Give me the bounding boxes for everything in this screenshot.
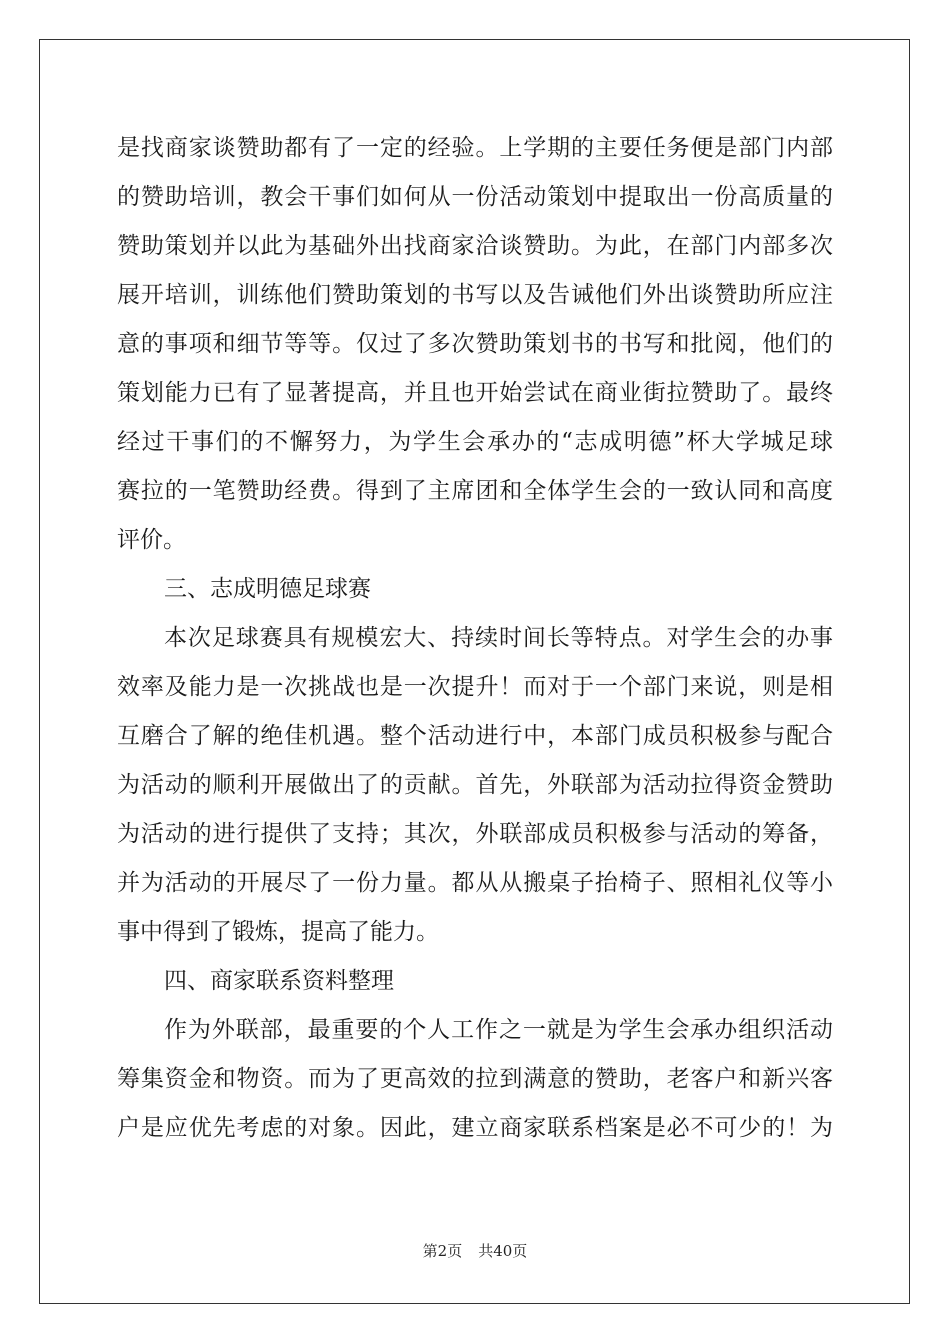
current-page-number: 第2页: [422, 1242, 463, 1260]
text-line: 经过干事们的不懈努力，为学生会承办的“志成明德”杯大学城足球: [117, 429, 833, 455]
text-line: 为活动的进行提供了支持；其次，外联部成员积极参与活动的筹备，: [117, 821, 833, 847]
text-line: 筹集资金和物资。而为了更高效的拉到满意的赞助，老客户和新兴客: [117, 1066, 833, 1092]
text-line: 策划能力已有了显著提高，并且也开始尝试在商业街拉赞助了。最终: [117, 380, 833, 406]
total-pages: 共40页: [478, 1242, 528, 1260]
paragraph-start-line: 四、商家联系资料整理: [164, 968, 394, 994]
text-line: 赛拉的一笔赞助经费。得到了主席团和全体学生会的一致认同和高度: [117, 478, 833, 504]
text-line: 意的事项和细节等等。仅过了多次赞助策划书的书写和批阅，他们的: [117, 331, 833, 357]
text-line: 赞助策划并以此为基础外出找商家洽谈赞助。为此，在部门内部多次: [117, 233, 833, 259]
text-line: 互磨合了解的绝佳机遇。整个活动进行中，本部门成员积极参与配合: [117, 723, 833, 749]
text-line: 是找商家谈赞助都有了一定的经验。上学期的主要任务便是部门内部: [117, 135, 833, 161]
text-line: 的赞助培训，教会干事们如何从一份活动策划中提取出一份高质量的: [117, 184, 833, 210]
text-line: 并为活动的开展尽了一份力量。都从从搬桌子抬椅子、照相礼仪等小: [117, 870, 833, 896]
text-line: 展开培训，训练他们赞助策划的书写以及告诫他们外出谈赞助所应注: [117, 282, 833, 308]
text-line: 评价。: [117, 527, 186, 553]
paragraph-start-line: 本次足球赛具有规模宏大、持续时间长等特点。对学生会的办事: [164, 625, 833, 651]
text-line: 户是应优先考虑的对象。因此，建立商家联系档案是必不可少的！为: [117, 1115, 833, 1141]
paragraph-start-line: 三、志成明德足球赛: [164, 576, 371, 602]
paragraph-start-line: 作为外联部，最重要的个人工作之一就是为学生会承办组织活动: [164, 1017, 833, 1043]
text-line: 效率及能力是一次挑战也是一次提升！而对于一个部门来说，则是相: [117, 674, 833, 700]
page-footer: [0, 1240, 950, 1261]
document-body: [117, 124, 833, 1153]
text-line: 为活动的顺利开展做出了的贡献。首先，外联部为活动拉得资金赞助: [117, 772, 833, 798]
text-line: 事中得到了锻炼，提高了能力。: [117, 919, 439, 945]
